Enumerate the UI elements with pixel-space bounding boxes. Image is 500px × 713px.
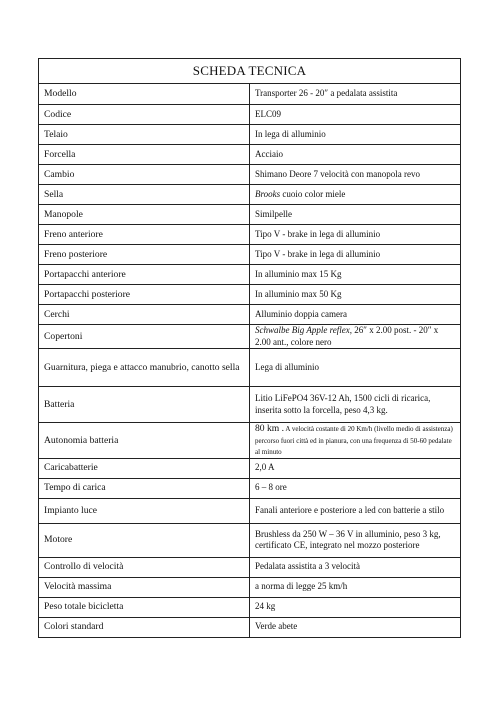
spec-value-text: Tipo V - brake in lega di alluminio xyxy=(255,248,381,259)
spec-value xyxy=(250,423,461,459)
spec-value-text: Shimano Deore 7 velocità con manopola revo xyxy=(255,168,420,179)
spec-label: Sella xyxy=(39,185,250,205)
spec-value-text: Transporter 26 - 20″ a pedalata assistita xyxy=(255,88,398,99)
spec-value-text: Similpelle xyxy=(255,208,292,219)
spec-row xyxy=(39,165,461,185)
spec-value-text: ELC09 xyxy=(255,108,281,119)
autonomy-value: 80 km . xyxy=(255,423,285,434)
spec-value-text: In lega di alluminio xyxy=(255,128,326,139)
spec-label: Guarnitura, piega e attacco manubrio, canotto sella xyxy=(39,349,250,387)
spec-value-text: Pedalata assistita a 3 velocità xyxy=(255,561,360,572)
spec-label: Portapacchi anteriore xyxy=(39,265,250,285)
technical-sheet-table xyxy=(38,58,461,638)
spec-value-italic: Brooks xyxy=(255,188,281,199)
spec-label: Modello xyxy=(39,84,250,105)
spec-value-text: Verde abete xyxy=(255,621,298,632)
spec-row xyxy=(39,245,461,265)
spec-value-text: Litio LiFePO4 36V-12 Ah, 1500 cicli di ricarica, inserita sotto la forcella, peso 4,3 kg. xyxy=(255,393,431,415)
spec-value xyxy=(250,285,461,305)
spec-row xyxy=(39,205,461,225)
spec-label: Telaio xyxy=(39,125,250,145)
spec-row xyxy=(39,305,461,325)
spec-row xyxy=(39,617,461,637)
sheet-title: SCHEDA TECNICA xyxy=(39,59,461,84)
spec-value xyxy=(250,84,461,105)
spec-value xyxy=(250,225,461,245)
spec-row xyxy=(39,387,461,423)
spec-value xyxy=(250,523,461,557)
title-row xyxy=(39,59,461,84)
spec-label: Colori standard xyxy=(39,617,250,637)
spec-value xyxy=(250,458,461,478)
spec-value-text: Alluminio doppia camera xyxy=(255,308,347,319)
spec-value xyxy=(250,597,461,617)
spec-value xyxy=(250,205,461,225)
spec-rows xyxy=(39,84,461,638)
spec-label: Codice xyxy=(39,105,250,125)
spec-label: Manopole xyxy=(39,205,250,225)
spec-label: Caricabatterie xyxy=(39,458,250,478)
spec-label: Peso totale bicicletta xyxy=(39,597,250,617)
spec-row xyxy=(39,84,461,105)
spec-value-text: 26″ x 2.00 post. - 20″ x 2.00 ant., colore nero xyxy=(255,325,439,347)
spec-value xyxy=(250,349,461,387)
spec-value xyxy=(250,478,461,498)
spec-value xyxy=(250,577,461,597)
spec-row xyxy=(39,285,461,305)
spec-value-text: 24 kg xyxy=(255,601,276,612)
spec-value-text: Fanali anteriore e posteriore a led con batterie a stilo xyxy=(255,504,445,515)
spec-value xyxy=(250,145,461,165)
spec-label: Impianto luce xyxy=(39,498,250,523)
spec-label: Freno posteriore xyxy=(39,245,250,265)
spec-label: Autonomia batteria xyxy=(39,423,250,459)
spec-label: Portapacchi posteriore xyxy=(39,285,250,305)
spec-label: Cerchi xyxy=(39,305,250,325)
spec-value-text: cuoio color miele xyxy=(280,188,346,199)
spec-label: Freno anteriore xyxy=(39,225,250,245)
spec-row xyxy=(39,478,461,498)
spec-label: Motore xyxy=(39,523,250,557)
spec-row xyxy=(39,265,461,285)
spec-value xyxy=(250,105,461,125)
spec-value xyxy=(250,617,461,637)
spec-label: Tempo di carica xyxy=(39,478,250,498)
spec-value-text: Brushless da 250 W – 36 V in alluminio, peso 3 kg, certificato CE, integrato nel mozzo posteriore xyxy=(255,528,441,550)
spec-row xyxy=(39,523,461,557)
spec-value xyxy=(250,245,461,265)
spec-label: Cambio xyxy=(39,165,250,185)
spec-value-text: Tipo V - brake in lega di alluminio xyxy=(255,228,381,239)
spec-row xyxy=(39,185,461,205)
spec-value-text: Acciaio xyxy=(255,148,283,159)
spec-label: Batteria xyxy=(39,387,250,423)
spec-value-text: In alluminio max 50 Kg xyxy=(255,288,342,299)
spec-label: Forcella xyxy=(39,145,250,165)
spec-value-text: 2,0 A xyxy=(255,462,275,473)
spec-value xyxy=(250,125,461,145)
spec-row xyxy=(39,225,461,245)
spec-row xyxy=(39,145,461,165)
spec-value-text: Lega di alluminio xyxy=(255,361,319,372)
spec-label: Velocità massima xyxy=(39,577,250,597)
spec-row xyxy=(39,458,461,478)
spec-value-italic: Schwalbe Big Apple reflex, xyxy=(255,325,352,335)
spec-value-text: 6 – 8 ore xyxy=(255,482,287,493)
spec-row xyxy=(39,557,461,577)
spec-value xyxy=(250,325,461,349)
spec-value-text: a norma di legge 25 km/h xyxy=(255,581,348,592)
spec-row xyxy=(39,577,461,597)
spec-value xyxy=(250,498,461,523)
spec-value xyxy=(250,305,461,325)
spec-row xyxy=(39,349,461,387)
spec-value xyxy=(250,387,461,423)
spec-row xyxy=(39,597,461,617)
spec-value xyxy=(250,265,461,285)
spec-row xyxy=(39,498,461,523)
spec-value-text: In alluminio max 15 Kg xyxy=(255,268,342,279)
spec-row xyxy=(39,423,461,459)
spec-row xyxy=(39,125,461,145)
spec-label: Copertoni xyxy=(39,325,250,349)
spec-value xyxy=(250,165,461,185)
spec-value xyxy=(250,557,461,577)
spec-row xyxy=(39,105,461,125)
spec-row xyxy=(39,325,461,349)
autonomy-note: A velocità costante di 20 Km/h (livello medio di assistenza) percorso fuori città ed in pianura, con una frequenza di 50-60 pedalate al minuto xyxy=(255,425,453,456)
spec-label: Controllo di velocità xyxy=(39,557,250,577)
spec-value xyxy=(250,185,461,205)
